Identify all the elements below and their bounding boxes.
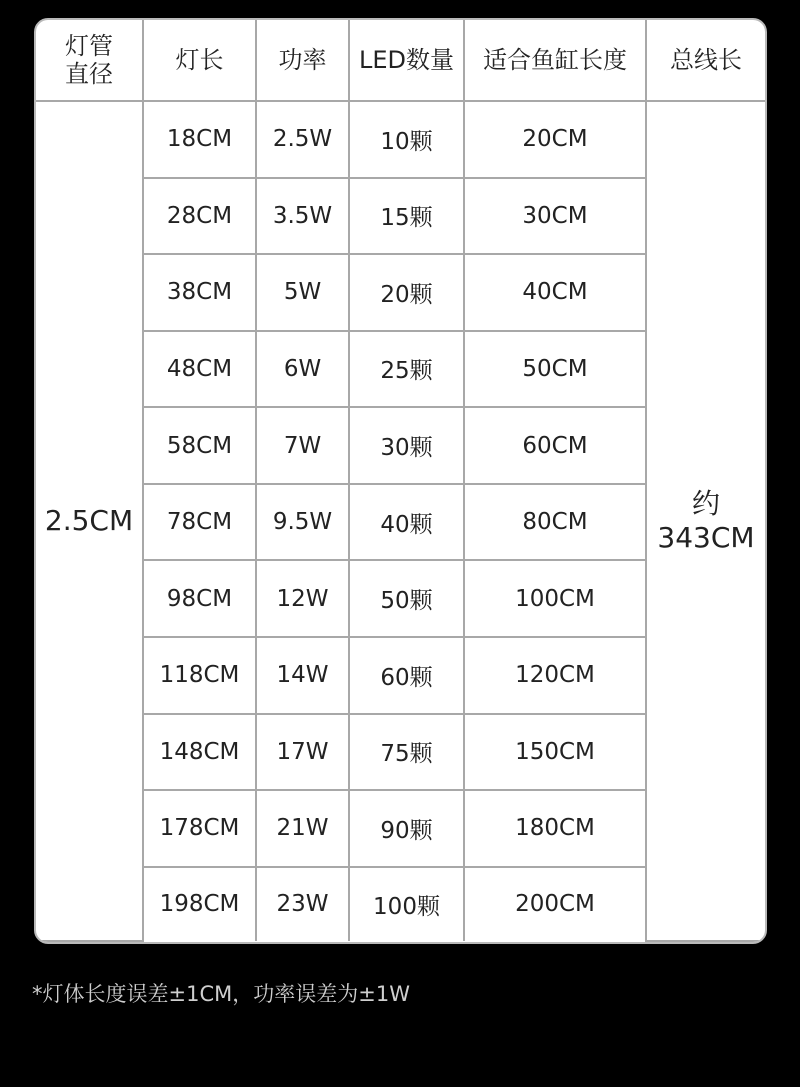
- lamp-length-cell: 148CM: [143, 714, 256, 791]
- header-row: [36, 20, 765, 101]
- power-cell: 2.5W: [256, 101, 349, 178]
- led-count-cell: 30颗: [349, 407, 464, 484]
- table-row: [36, 101, 765, 178]
- led-count-cell: 50颗: [349, 560, 464, 637]
- lamp-length-cell: 98CM: [143, 560, 256, 637]
- lamp-length-cell: 48CM: [143, 331, 256, 408]
- tank-length-cell: 20CM: [464, 101, 646, 178]
- power-cell: 12W: [256, 560, 349, 637]
- led-count-cell: 75颗: [349, 714, 464, 791]
- tank-length-cell: 50CM: [464, 331, 646, 408]
- power-cell: 9.5W: [256, 484, 349, 561]
- led-count-cell: 100颗: [349, 867, 464, 941]
- led-count-cell: 25颗: [349, 331, 464, 408]
- lamp-length-cell: 28CM: [143, 178, 256, 255]
- power-cell: 21W: [256, 790, 349, 867]
- lamp-length-cell: 118CM: [143, 637, 256, 714]
- header-diameter: 灯管 直径: [36, 20, 143, 101]
- tank-length-cell: 200CM: [464, 867, 646, 941]
- power-cell: 7W: [256, 407, 349, 484]
- led-count-cell: 10颗: [349, 101, 464, 178]
- tank-length-cell: 100CM: [464, 560, 646, 637]
- spec-table-card: [34, 18, 767, 944]
- diameter-cell: 2.5CM: [36, 101, 143, 941]
- tank-length-cell: 180CM: [464, 790, 646, 867]
- lamp-length-cell: 58CM: [143, 407, 256, 484]
- power-cell: 14W: [256, 637, 349, 714]
- lamp-length-cell: 18CM: [143, 101, 256, 178]
- tank-length-cell: 40CM: [464, 254, 646, 331]
- power-cell: 5W: [256, 254, 349, 331]
- header-tank-length: 适合鱼缸长度: [464, 20, 646, 101]
- led-count-cell: 90颗: [349, 790, 464, 867]
- spec-table: [36, 20, 765, 942]
- lamp-length-cell: 78CM: [143, 484, 256, 561]
- power-cell: 17W: [256, 714, 349, 791]
- power-cell: 23W: [256, 867, 349, 941]
- tank-length-cell: 150CM: [464, 714, 646, 791]
- header-lamp-length: 灯长: [143, 20, 256, 101]
- led-count-cell: 20颗: [349, 254, 464, 331]
- lamp-length-cell: 178CM: [143, 790, 256, 867]
- total-cable-cell: [646, 101, 765, 941]
- lamp-length-cell: 38CM: [143, 254, 256, 331]
- lamp-length-cell: 198CM: [143, 867, 256, 941]
- tank-length-cell: 30CM: [464, 178, 646, 255]
- led-count-cell: 60颗: [349, 637, 464, 714]
- led-count-cell: 15颗: [349, 178, 464, 255]
- header-led-count: LED数量: [349, 20, 464, 101]
- tank-length-cell: 80CM: [464, 484, 646, 561]
- footnote: *灯体长度误差±1CM，功率误差为±1W: [32, 982, 410, 1006]
- power-cell: 3.5W: [256, 178, 349, 255]
- header-power: 功率: [256, 20, 349, 101]
- power-cell: 6W: [256, 331, 349, 408]
- total-cable-value: 约 343CM: [657, 487, 755, 554]
- tank-length-cell: 60CM: [464, 407, 646, 484]
- tank-length-cell: 120CM: [464, 637, 646, 714]
- led-count-cell: 40颗: [349, 484, 464, 561]
- header-total-cable: 总线长: [646, 20, 765, 101]
